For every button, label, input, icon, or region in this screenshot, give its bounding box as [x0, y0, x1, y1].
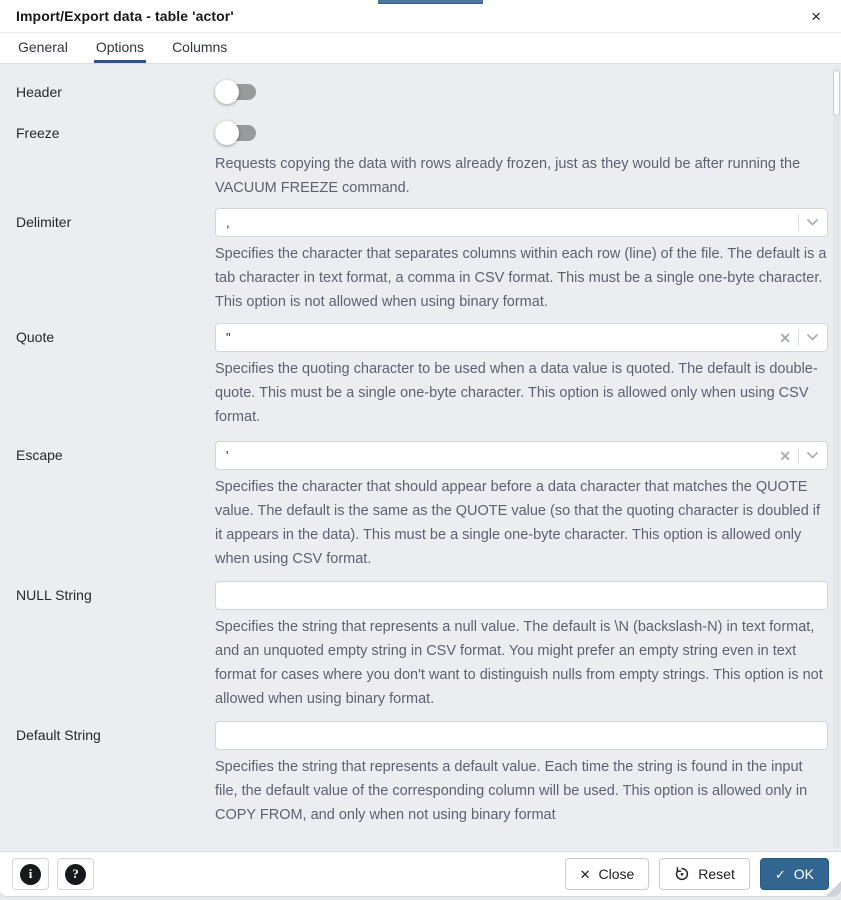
freeze-label: Freeze [16, 125, 60, 141]
delimiter-label: Delimiter [16, 214, 72, 230]
freeze-row [16, 120, 828, 200]
background-accent-bar [378, 0, 483, 4]
clear-icon[interactable]: ✕ [779, 447, 791, 464]
delimiter-row [16, 208, 828, 314]
toggle-knob [215, 121, 239, 145]
escape-row [16, 441, 828, 571]
quote-value: " [226, 330, 231, 345]
null-string-input[interactable] [216, 582, 827, 609]
reset-button-label: Reset [698, 866, 735, 882]
dialog-titlebar [0, 0, 841, 33]
quote-row [16, 323, 828, 429]
help-icon: ? [65, 864, 86, 885]
null-string-row [16, 581, 828, 711]
scrollbar-thumb[interactable] [833, 70, 840, 116]
delimiter-value: , [226, 215, 230, 230]
clear-icon[interactable]: ✕ [779, 329, 791, 346]
header-toggle[interactable] [215, 79, 256, 105]
chevron-down-icon[interactable] [806, 218, 819, 227]
escape-value: ' [226, 448, 229, 463]
header-row [16, 79, 828, 105]
default-string-row [16, 721, 828, 827]
options-panel [0, 64, 841, 851]
tab-columns[interactable]: Columns [172, 38, 228, 55]
quote-select[interactable] [215, 323, 828, 352]
close-button[interactable] [565, 858, 650, 890]
escape-select[interactable] [215, 441, 828, 470]
resize-grip[interactable] [826, 881, 841, 896]
freeze-help-text: Requests copying the data with rows already frozen, just as they would be after running the VACUUM FREEZE command. [215, 156, 801, 196]
reset-button[interactable] [659, 858, 750, 890]
header-label: Header [16, 84, 62, 100]
quote-help-text: Specifies the quoting character to be used when a data value is quoted. The default is double-quote. This must be a single one-byte character. This option is allowed only when using CSV format. [215, 361, 818, 425]
toggle-knob [215, 80, 239, 104]
dialog-footer [0, 851, 841, 896]
ok-button-label: OK [793, 866, 814, 882]
delimiter-help-text: Specifies the character that separates columns within each row (line) of the file. The default is a tab character in text format, a comma in CSV format. This must be a single one-byte character. This option is not allowed when using binary format. [215, 246, 827, 310]
escape-help-text: Specifies the character that should appear before a data character that matches the QUOTE value. The default is the same as the QUOTE value (so that the quoting character is doubled if it appears in the data). This must be a single one-byte character. This option is allowed only when using CSV format. [215, 479, 821, 567]
check-icon: ✓ [774, 866, 786, 882]
info-icon: i [20, 864, 41, 885]
default-string-help-text: Specifies the string that represents a default value. Each time the string is found in the input file, the default value of the corresponding column will be used. This option is allowed only in COPY FROM, and only when not using binary format [215, 759, 808, 823]
null-string-help-text: Specifies the string that represents a null value. The default is \N (backslash-N) in text format, and an unquoted empty string in CSV format. You might prefer an empty string even in text format for cases where you don't want to distinguish nulls from empty strings. This option is not allowed when using binary format. [215, 619, 823, 707]
help-button[interactable] [57, 858, 94, 890]
default-string-input[interactable] [216, 722, 827, 749]
scrollbar-track [833, 66, 840, 849]
divider [798, 447, 799, 464]
close-button-label: Close [598, 866, 635, 882]
close-icon[interactable]: × [811, 6, 821, 26]
divider [798, 214, 799, 231]
ok-button[interactable] [760, 858, 829, 890]
quote-label: Quote [16, 329, 55, 345]
sql-info-button[interactable] [12, 858, 49, 890]
close-x-icon: ✕ [579, 866, 591, 882]
dialog-title: Import/Export data - table 'actor' [16, 8, 234, 24]
tab-bar [0, 33, 841, 64]
freeze-toggle[interactable] [215, 120, 256, 146]
escape-label: Escape [16, 447, 63, 463]
tab-options[interactable]: Options [94, 33, 146, 63]
divider [798, 329, 799, 346]
reset-icon [674, 866, 690, 882]
null-string-label: NULL String [16, 587, 92, 603]
chevron-down-icon[interactable] [806, 333, 819, 342]
tab-general[interactable]: General [18, 38, 68, 55]
delimiter-select[interactable] [215, 208, 828, 237]
chevron-down-icon[interactable] [806, 451, 819, 460]
default-string-label: Default String [16, 727, 101, 743]
